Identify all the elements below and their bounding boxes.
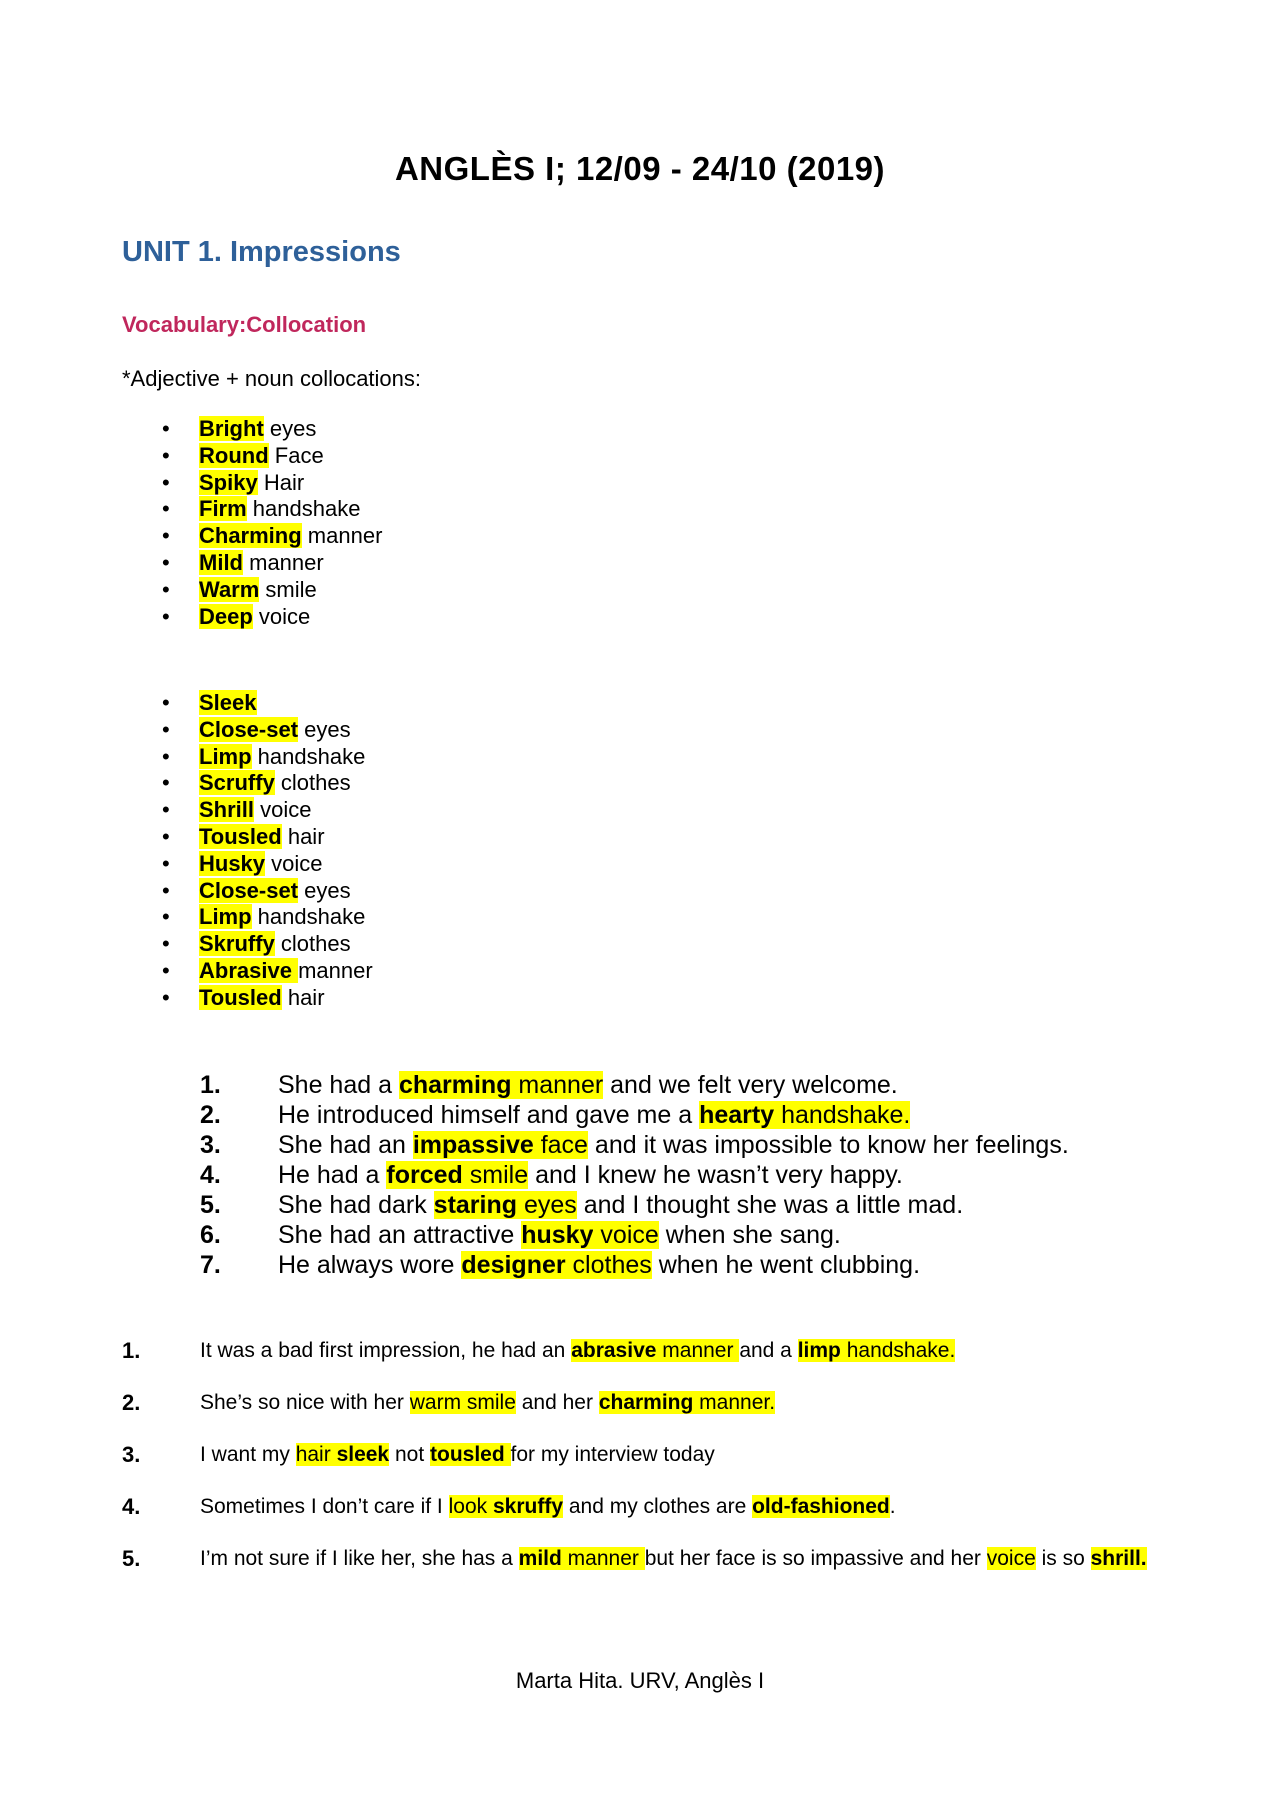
highlighted-phrase: sleek [336,1443,390,1466]
collocation-list-positive [162,416,382,630]
sentence-item [200,1160,1069,1190]
sentence-fragment: . [889,1495,896,1518]
collocation-noun: handshake [251,904,366,930]
highlighted-phrase: shrill. [1090,1547,1147,1570]
collocation-noun: manner [243,549,324,575]
sentence-item [200,1190,1069,1220]
sentence-text [200,1338,1200,1364]
sentence-number: 4. [200,1161,221,1189]
collocation-noun: voice [254,797,312,823]
sentence-fragment: and a [739,1339,798,1362]
collocation-noun: manner [298,957,373,983]
list-item [162,717,373,744]
sentence-text: He had a [278,1161,387,1189]
sentence-text [200,1494,1200,1520]
sentence-text: She had an attractive [278,1221,522,1249]
collocation-noun: Face [268,442,324,468]
collocation-noun: hair [281,823,325,849]
highlighted-phrase: warm smile [409,1391,516,1414]
collocation-adjective: Bright [199,416,264,441]
list-item [162,878,373,905]
list-item [162,577,382,604]
sentence-text [200,1442,1200,1468]
collocation-adjective: Deep [199,603,253,629]
sentence-fragment: not [389,1443,430,1466]
sentence-item [122,1442,1200,1468]
vocabulary-heading: Vocabulary:Collocation [122,312,367,337]
collocation-adjective: Mild [199,549,243,575]
sentence-item [122,1494,1200,1520]
sentence-fragment: and her [515,1391,599,1414]
collocation-adjective: husky [521,1221,594,1249]
highlighted-phrase: limp [797,1339,841,1362]
list-item [162,604,382,631]
sentence-fragment: Sometimes I don’t care if I [200,1495,449,1518]
list-item [162,470,382,497]
highlighted-phrase: skruffy [492,1495,563,1518]
collocation-noun: manner [511,1071,604,1099]
sentence-text: He always wore [278,1251,462,1279]
sentence-text: He introduced himself and gave me a [278,1101,700,1129]
collocation-adjective: Warm [199,576,260,602]
highlighted-phrase: mild [518,1547,562,1570]
highlighted-phrase: look [448,1495,493,1518]
collocations-intro: *Adjective + noun collocations: [122,366,422,391]
sentence-number: 4. [122,1494,141,1519]
list-item [162,958,373,985]
list-item [162,690,373,717]
list-item [162,744,373,771]
list-item [162,931,373,958]
collocation-adjective: designer [461,1251,566,1279]
sentence-number: 7. [200,1251,221,1279]
collocation-adjective: impassive [412,1131,534,1159]
highlighted-phrase: manner. [693,1391,776,1414]
collocation-noun: smile [259,576,317,602]
sentence-number: 2. [122,1390,141,1415]
example-sentences-list [200,1070,1069,1280]
collocation-noun: voice [593,1221,659,1249]
list-item [162,985,373,1012]
collocation-adjective: Spiky [199,469,258,495]
sentence-text: She had dark [278,1191,434,1219]
collocation-adjective: Tousled [199,823,282,849]
sentence-item [122,1546,1200,1572]
sentence-fragment: but her face is so impassive and her [644,1547,987,1570]
list-item [162,904,373,931]
sentence-item [200,1070,1069,1100]
unit-heading: UNIT 1. Impressions [122,236,401,268]
sentence-fragment: I’m not sure if I like her, she has a [200,1547,519,1570]
sentence-number: 1. [122,1338,141,1363]
collocation-noun: clothes [274,770,351,796]
highlighted-phrase: charming [598,1391,694,1414]
sentence-number: 6. [200,1221,221,1249]
collocation-adjective: Sleek [199,690,257,715]
sentence-fragment: is so [1035,1547,1091,1570]
sentence-item [200,1100,1069,1130]
highlighted-phrase: hair [295,1443,337,1466]
list-item [162,550,382,577]
sentence-text: and I thought she was a little mad. [576,1191,964,1219]
sentence-text: She had a [278,1071,399,1099]
collocation-adjective: Shrill [199,797,255,823]
highlighted-phrase: voice [986,1547,1036,1570]
collocation-adjective: Round [199,442,269,468]
sentence-text [200,1390,1200,1416]
page-title: ANGLÈS I; 12/09 - 24/10 (2019) [394,150,886,187]
collocation-noun: voice [252,603,311,629]
collocation-noun: eyes [263,416,317,441]
collocation-adjective: charming [398,1071,512,1099]
collocation-noun: face [533,1131,588,1159]
collocation-adjective: staring [433,1191,518,1219]
sentence-item [122,1338,1200,1364]
page-footer: Marta Hita. URV, Anglès I [515,1668,765,1693]
collocation-noun: hair [281,984,325,1010]
sentence-item [122,1390,1200,1416]
sentence-text: and I knew he wasn’t very happy. [528,1161,903,1189]
collocation-noun: smile [462,1161,529,1189]
collocation-noun: clothes [274,931,351,957]
collocation-adjective: Abrasive [199,957,299,983]
sentence-number: 3. [200,1131,221,1159]
highlighted-phrase: old-fashioned [752,1495,890,1518]
sentence-fragment: It was a bad first impression, he had an [200,1339,572,1362]
collocation-noun: manner [301,523,383,549]
collocation-adjective: Charming [199,523,302,549]
sentence-fragment: I want my [200,1443,296,1466]
collocation-noun: clothes [565,1251,652,1279]
highlighted-phrase: handshake. [840,1339,956,1362]
collocation-noun: eyes [517,1191,577,1219]
list-item [162,797,373,824]
sentence-fragment: for my interview today [510,1443,715,1466]
sentence-text: when she sang. [658,1221,841,1249]
collocation-noun: handshake [246,496,361,522]
collocation-adjective: Limp [199,904,252,930]
sentence-item [200,1130,1069,1160]
list-item [162,416,382,443]
list-item [162,443,382,470]
list-item [162,851,373,878]
collocation-adjective: Limp [199,743,252,769]
highlighted-phrase: manner [656,1339,740,1362]
collocation-noun: eyes [298,716,351,742]
collocation-adjective: Close-set [199,716,299,742]
collocation-noun: voice [265,850,323,876]
highlighted-phrase: manner [561,1547,645,1570]
collocation-noun: handshake [251,743,366,769]
collocation-adjective: Firm [199,496,247,522]
list-item [162,496,382,523]
list-item [162,523,382,550]
sentence-text: and we felt very welcome. [603,1071,898,1099]
collocation-adjective: Tousled [199,984,282,1010]
sentence-number: 5. [122,1546,141,1571]
sentence-number: 2. [200,1101,221,1129]
sentence-text: and it was impossible to know her feelings. [587,1131,1069,1159]
highlighted-phrase: tousled [430,1443,511,1466]
collocation-adjective: forced [386,1161,463,1189]
sentence-text [200,1546,1200,1572]
highlighted-phrase: abrasive [571,1339,657,1362]
list-item [162,770,373,797]
collocation-noun: Hair [257,469,305,495]
collocation-noun: eyes [298,877,351,903]
sentence-item [200,1220,1069,1250]
sentence-number: 5. [200,1191,221,1219]
sentence-text: She had an [278,1131,413,1159]
collocation-adjective: hearty [699,1101,775,1129]
sentence-fragment: She’s so nice with her [200,1391,410,1414]
collocation-adjective: Close-set [199,877,299,903]
own-sentences-list [122,1338,1200,1598]
sentence-item [200,1250,1069,1280]
collocation-adjective: Husky [199,850,266,876]
collocation-adjective: Skruffy [199,931,275,957]
sentence-number: 1. [200,1071,221,1099]
sentence-fragment: and my clothes are [563,1495,753,1518]
list-item [162,824,373,851]
collocation-noun: handshake. [774,1101,911,1129]
sentence-text: when he went clubbing. [651,1251,921,1279]
collocation-list-negative [162,690,373,1012]
sentence-number: 3. [122,1442,141,1467]
collocation-adjective: Scruffy [199,770,275,796]
